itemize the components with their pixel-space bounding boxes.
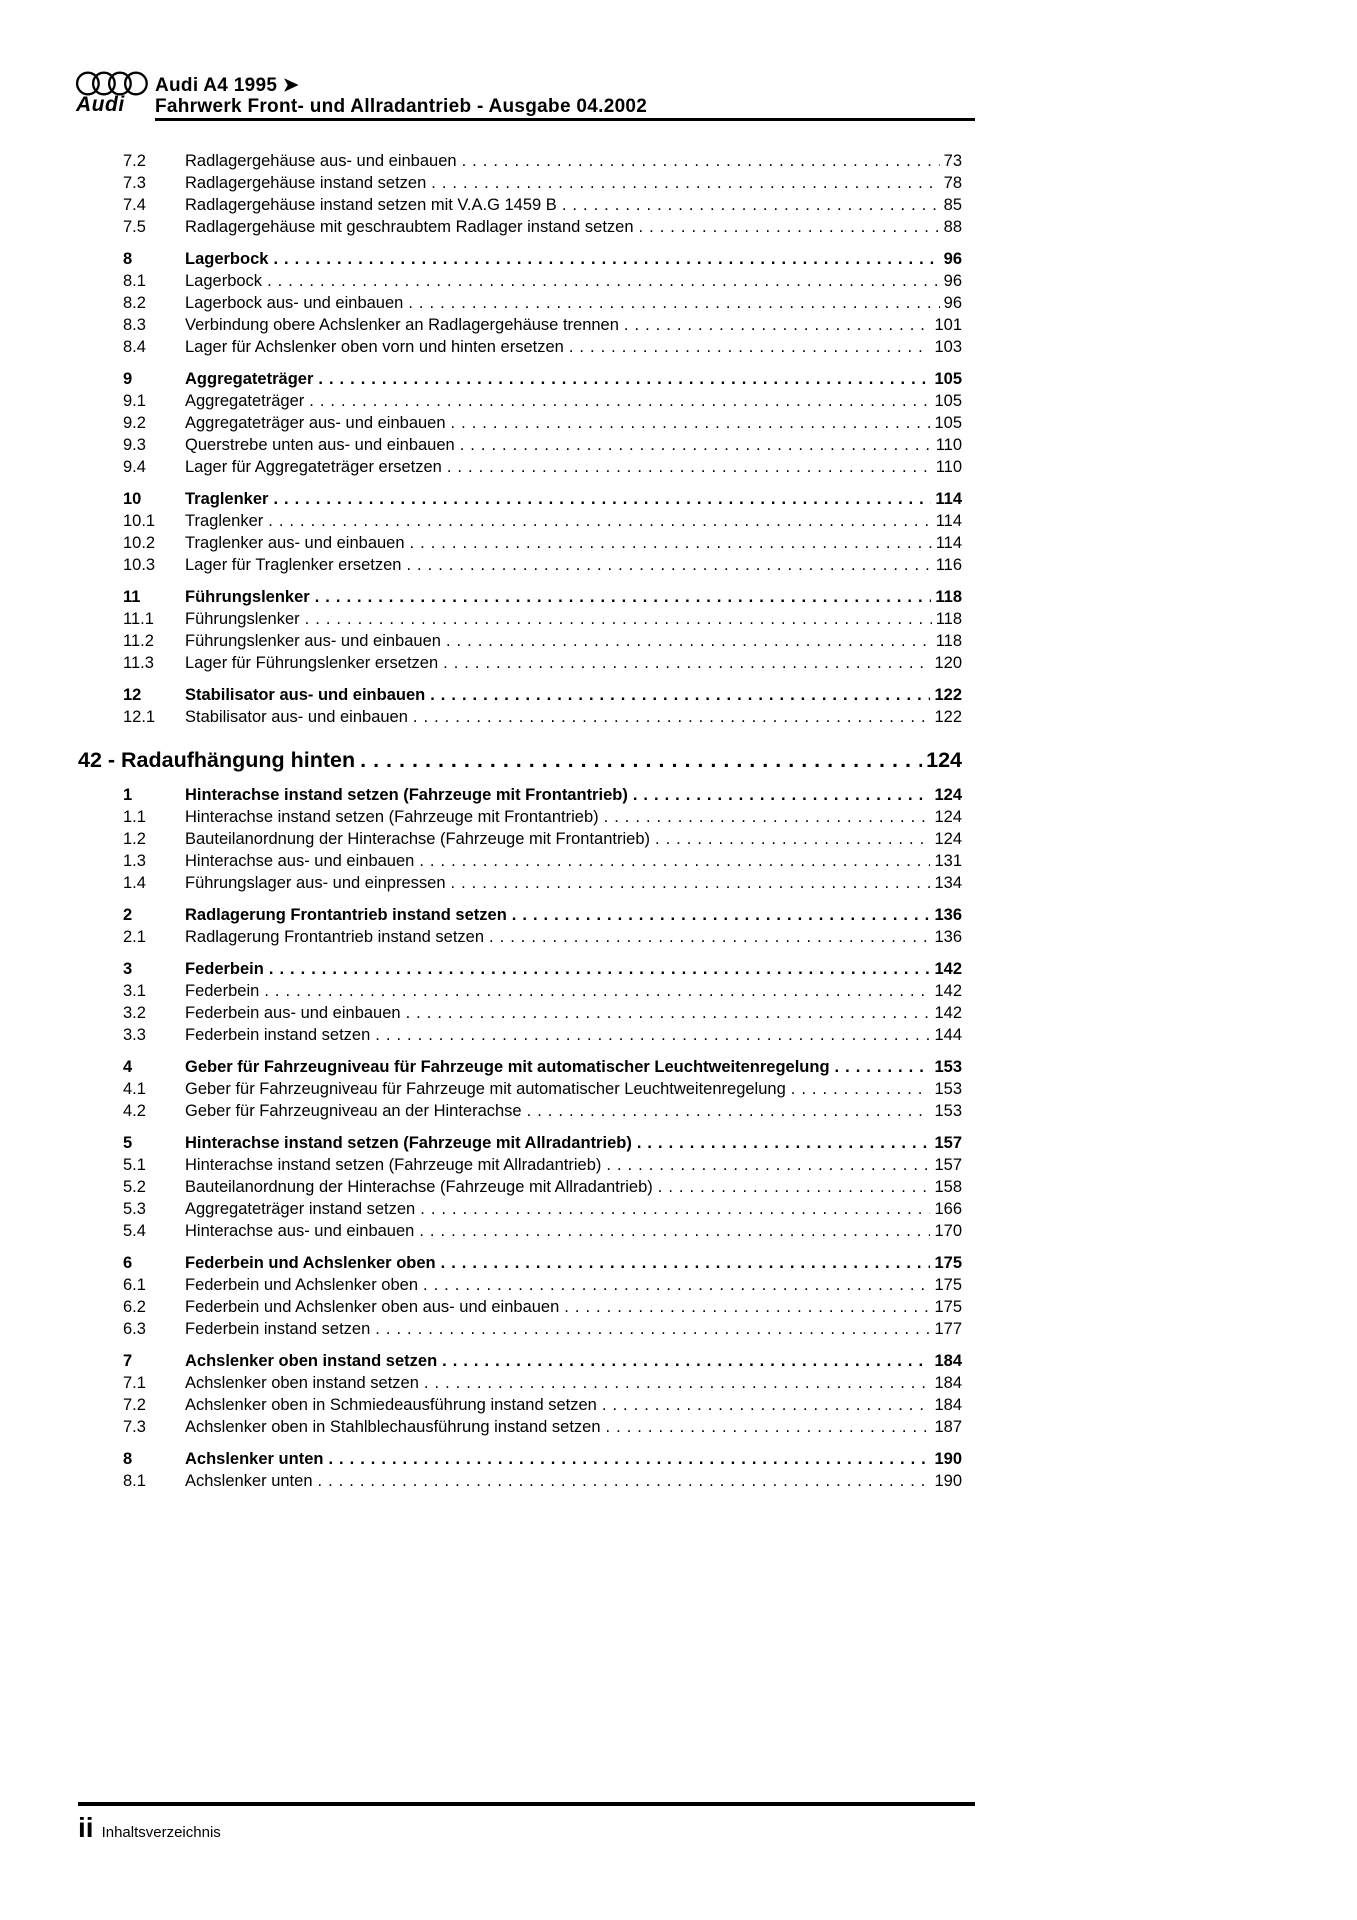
toc-entry-number: 7.5 xyxy=(123,218,146,236)
toc-row xyxy=(78,1176,962,1198)
toc-entry-title: Lager für Führungslenker ersetzen xyxy=(185,654,439,672)
toc-row xyxy=(78,172,962,194)
toc-entry-title: Achslenker oben in Schmiedeausführung instand setzen xyxy=(185,1396,597,1414)
toc-entry-number: 6.1 xyxy=(123,1276,146,1294)
toc-dot-leader xyxy=(419,1220,930,1242)
toc-entry-number: 1.3 xyxy=(123,852,146,870)
toc-entry-title: Hinterachse instand setzen (Fahrzeuge mit Allradantrieb) xyxy=(185,1134,632,1152)
toc-dot-leader xyxy=(410,532,932,554)
toc-entry-page: 158 xyxy=(934,1178,962,1196)
toc-entry-number: 7.1 xyxy=(123,1374,146,1392)
header-rule xyxy=(155,118,975,121)
header-model-line: Audi A4 1995 ➤ xyxy=(155,75,300,96)
toc-entry-page: 105 xyxy=(934,414,962,432)
toc-row xyxy=(78,314,962,336)
toc-dot-leader xyxy=(637,1132,931,1154)
toc-row xyxy=(78,390,962,412)
toc-entry-page: 110 xyxy=(935,458,962,476)
toc-dot-leader xyxy=(527,1100,931,1122)
toc-dot-leader xyxy=(408,292,939,314)
toc-entry-page: 190 xyxy=(934,1450,962,1468)
toc-row xyxy=(78,1318,962,1340)
toc-entry-title: Aggregateträger xyxy=(185,392,305,410)
toc-row xyxy=(78,1470,962,1492)
toc-dot-leader xyxy=(375,1024,930,1046)
toc-entry-page: 78 xyxy=(943,174,962,192)
toc-entry-page: 110 xyxy=(935,436,962,454)
toc-entry-title: Hinterachse instand setzen (Fahrzeuge mit Frontantrieb) xyxy=(185,786,628,804)
toc-dot-leader xyxy=(267,270,940,292)
toc-entry-title: Aggregateträger aus- und einbauen xyxy=(185,414,446,432)
audi-wordmark: Audi xyxy=(76,93,125,116)
toc-entry-page: 157 xyxy=(934,1134,962,1152)
toc-entry-number: 2 xyxy=(123,906,133,924)
toc-row xyxy=(78,1056,962,1078)
footer-rule xyxy=(78,1802,975,1806)
toc-dot-leader xyxy=(264,980,930,1002)
toc-row xyxy=(78,872,962,894)
toc-entry-title: Stabilisator aus- und einbauen xyxy=(185,686,426,704)
toc-row xyxy=(78,532,962,554)
toc-entry-number: 8 xyxy=(123,250,133,268)
toc-dot-leader xyxy=(328,1448,930,1470)
toc-row xyxy=(78,336,962,358)
toc-dot-leader xyxy=(413,706,931,728)
toc-row xyxy=(78,806,962,828)
toc-entry-number: 11.1 xyxy=(123,610,154,628)
toc-row xyxy=(78,684,962,706)
toc-row xyxy=(78,510,962,532)
toc-entry-page: 105 xyxy=(934,392,962,410)
toc-dot-leader xyxy=(564,1296,930,1318)
toc-entry-page: 136 xyxy=(934,928,962,946)
toc-entry-page: 175 xyxy=(934,1298,962,1316)
toc-entry-title: Traglenker xyxy=(185,512,264,530)
toc-dot-leader xyxy=(658,1176,931,1198)
toc-entry-title: Radlagergehäuse aus- und einbauen xyxy=(185,152,457,170)
toc-entry-number: 9.3 xyxy=(123,436,146,454)
toc-entry-number: 11.2 xyxy=(123,632,154,650)
toc-entry-title: Lagerbock xyxy=(185,250,269,268)
toc-dot-leader xyxy=(446,630,932,652)
toc-entry-title: Achslenker oben instand setzen xyxy=(185,1374,419,1392)
toc-row xyxy=(78,926,962,948)
toc-row xyxy=(78,368,962,390)
toc-dot-leader xyxy=(375,1318,930,1340)
toc-entry-title: Hinterachse aus- und einbauen xyxy=(185,1222,415,1240)
toc-entry-title: Federbein und Achslenker oben xyxy=(185,1254,436,1272)
toc-entry-number: 10.1 xyxy=(123,512,156,530)
toc-row xyxy=(78,850,962,872)
toc-entry-title: Radlagergehäuse mit geschraubtem Radlager instand setzen xyxy=(185,218,634,236)
toc-entry-page: 124 xyxy=(934,830,962,848)
toc-entry-number: 7.4 xyxy=(123,196,146,214)
toc-dot-leader xyxy=(451,872,931,894)
toc-row xyxy=(78,1372,962,1394)
toc-entry-page: 122 xyxy=(934,686,962,704)
toc-entry-number: 7.2 xyxy=(123,152,146,170)
toc-row xyxy=(78,1350,962,1372)
toc-dot-leader xyxy=(318,1470,931,1492)
toc-entry-number: 4.2 xyxy=(123,1102,146,1120)
toc-row xyxy=(78,1394,962,1416)
toc-entry-title: Achslenker unten xyxy=(185,1472,313,1490)
toc-dot-leader xyxy=(318,368,930,390)
toc-entry-page: 187 xyxy=(934,1418,962,1436)
toc-row xyxy=(78,1252,962,1274)
toc-entry-title: Lagerbock xyxy=(185,272,263,290)
toc-dot-leader xyxy=(512,904,931,926)
toc-dot-leader xyxy=(273,488,931,510)
toc-entry-number: 8 xyxy=(123,1450,133,1468)
toc-row xyxy=(78,1100,962,1122)
toc-entry-number: 12.1 xyxy=(123,708,156,726)
toc-dot-leader xyxy=(305,608,932,630)
toc-entry-number: 10.2 xyxy=(123,534,156,552)
toc-entry-number: 5.1 xyxy=(123,1156,146,1174)
toc-entry-number: 1.4 xyxy=(123,874,146,892)
toc-row xyxy=(78,980,962,1002)
toc-row xyxy=(78,1296,962,1318)
toc-entry-number: 1 xyxy=(123,786,133,804)
toc-entry-number: 12 xyxy=(123,686,142,704)
toc-entry-title: Achslenker unten xyxy=(185,1450,324,1468)
toc-entry-title: Lager für Traglenker ersetzen xyxy=(185,556,402,574)
toc-entry-page: 114 xyxy=(935,534,962,552)
toc-row xyxy=(78,904,962,926)
toc-entry-number: 3.2 xyxy=(123,1004,146,1022)
toc-entry-page: 120 xyxy=(934,654,962,672)
toc-entry-page: 124 xyxy=(934,786,962,804)
toc-entry-number: 1.2 xyxy=(123,830,146,848)
toc-entry-page: 142 xyxy=(934,1004,962,1022)
toc-entry-page: 96 xyxy=(943,250,962,268)
toc-dot-leader xyxy=(424,1372,931,1394)
toc-entry-number: 6.3 xyxy=(123,1320,146,1338)
toc-entry-title: Hinterachse instand setzen (Fahrzeuge mit Frontantrieb) xyxy=(185,808,599,826)
toc-row xyxy=(78,706,962,728)
toc-row xyxy=(78,586,962,608)
toc-dot-leader xyxy=(624,314,931,336)
footer-label: Inhaltsverzeichnis xyxy=(101,1824,221,1841)
toc-dot-leader xyxy=(562,194,940,216)
toc-entry-page: 190 xyxy=(934,1472,962,1490)
toc-entry-title: Federbein aus- und einbauen xyxy=(185,1004,401,1022)
toc-row xyxy=(78,652,962,674)
toc-entry-number: 9.2 xyxy=(123,414,146,432)
toc-entry-number: 11 xyxy=(123,588,141,606)
toc-row xyxy=(78,1024,962,1046)
toc-row xyxy=(78,248,962,270)
toc-dot-leader xyxy=(489,926,930,948)
toc-entry-title: Traglenker xyxy=(185,490,269,508)
toc-entry-title: Radlagerung Frontantrieb instand setzen xyxy=(185,928,485,946)
toc-entry-title: Lager für Aggregateträger ersetzen xyxy=(185,458,442,476)
toc-entry-number: 6 xyxy=(123,1254,133,1272)
toc-dot-leader xyxy=(604,806,931,828)
toc-entry-number: 10 xyxy=(123,490,142,508)
toc-entry-title: Hinterachse instand setzen (Fahrzeuge mit Allradantrieb) xyxy=(185,1156,602,1174)
toc-entry-page: 124 xyxy=(934,808,962,826)
toc-entry-number: 5.2 xyxy=(123,1178,146,1196)
toc-row xyxy=(78,150,962,172)
toc-entry-page: 142 xyxy=(934,982,962,1000)
toc-entry-number: 8.3 xyxy=(123,316,146,334)
toc-dot-leader xyxy=(655,828,930,850)
toc-dot-leader xyxy=(430,684,930,706)
toc-entry-title: Bauteilanordnung der Hinterachse (Fahrzeuge mit Allradantrieb) xyxy=(185,1178,653,1196)
toc-entry-number: 4 xyxy=(123,1058,133,1076)
toc-dot-leader xyxy=(309,390,930,412)
toc-entry-number: 9.4 xyxy=(123,458,146,476)
toc-entry-page: 153 xyxy=(934,1102,962,1120)
toc-row xyxy=(78,630,962,652)
toc-entry-page: 170 xyxy=(934,1222,962,1240)
toc-dot-leader xyxy=(442,1350,930,1372)
toc-entry-title: Führungslenker aus- und einbauen xyxy=(185,632,441,650)
toc-entry-number: 5 xyxy=(123,1134,133,1152)
toc-row xyxy=(78,554,962,576)
toc-dot-leader xyxy=(420,1198,930,1220)
toc-entry-number: 10.3 xyxy=(123,556,156,574)
toc-row xyxy=(78,1220,962,1242)
toc-row xyxy=(78,1198,962,1220)
toc-row xyxy=(78,488,962,510)
toc-entry-page: 134 xyxy=(934,874,962,892)
toc-row xyxy=(78,958,962,980)
toc-entry-page: 114 xyxy=(935,512,962,530)
toc-entry-title: Verbindung obere Achslenker an Radlagergehäuse trennen xyxy=(185,316,619,334)
toc-entry-title: Federbein instand setzen xyxy=(185,1026,371,1044)
toc-row xyxy=(78,1132,962,1154)
toc-entry-number: 11.3 xyxy=(123,654,154,672)
toc-dot-leader xyxy=(633,784,931,806)
toc-entry-page: 166 xyxy=(934,1200,962,1218)
toc-row xyxy=(78,456,962,478)
toc-dot-leader xyxy=(569,336,931,358)
toc-entry-title: Radlagerung Frontantrieb instand setzen xyxy=(185,906,507,924)
toc-dot-leader xyxy=(606,1416,931,1438)
toc-list xyxy=(78,150,962,1492)
toc-entry-number: 7.3 xyxy=(123,174,146,192)
toc-entry-number: 7.2 xyxy=(123,1396,146,1414)
toc-entry-title: Lager für Achslenker oben vorn und hinten ersetzen xyxy=(185,338,564,356)
toc-dot-leader xyxy=(835,1056,931,1078)
toc-entry-page: 184 xyxy=(934,1396,962,1414)
toc-entry-page: 116 xyxy=(935,556,962,574)
toc-row xyxy=(78,1448,962,1470)
toc-dot-leader xyxy=(419,850,930,872)
toc-entry-page: 157 xyxy=(934,1156,962,1174)
toc-entry-number: 3 xyxy=(123,960,133,978)
toc-entry-title: Hinterachse aus- und einbauen xyxy=(185,852,415,870)
toc-dot-leader xyxy=(441,1252,931,1274)
toc-entry-page: 101 xyxy=(934,316,962,334)
toc-dot-leader xyxy=(460,434,932,456)
toc-row xyxy=(78,828,962,850)
toc-entry-page: 175 xyxy=(934,1254,962,1272)
toc-dot-leader xyxy=(360,746,922,774)
toc-entry-number: 5.4 xyxy=(123,1222,146,1240)
toc-row xyxy=(78,216,962,238)
toc-entry-title: Führungslenker xyxy=(185,610,300,628)
toc-entry-title: Führungslager aus- und einpressen xyxy=(185,874,446,892)
toc-dot-leader xyxy=(447,456,932,478)
footer-page-marker: ii xyxy=(78,1812,94,1843)
toc-entry-number: 7 xyxy=(123,1352,133,1370)
toc-row xyxy=(78,434,962,456)
toc-row xyxy=(78,194,962,216)
toc-entry-title: Federbein xyxy=(185,960,264,978)
toc-entry-page: 88 xyxy=(943,218,962,236)
toc-dot-leader xyxy=(451,412,931,434)
toc-dot-leader xyxy=(462,150,940,172)
toc-entry-number: 6.2 xyxy=(123,1298,146,1316)
footer xyxy=(78,1812,975,1844)
toc-entry-page: 118 xyxy=(935,588,962,606)
toc-dot-leader xyxy=(639,216,940,238)
toc-dot-leader xyxy=(602,1394,931,1416)
toc-entry-number: 3.1 xyxy=(123,982,146,1000)
toc-entry-page: 118 xyxy=(935,632,962,650)
toc-entry-title: Achslenker oben instand setzen xyxy=(185,1352,438,1370)
toc-dot-leader xyxy=(606,1154,930,1176)
toc-entry-title: Lagerbock aus- und einbauen xyxy=(185,294,404,312)
toc-entry-number: 9.1 xyxy=(123,392,146,410)
toc-entry-page: 118 xyxy=(935,610,962,628)
toc-entry-page: 153 xyxy=(934,1080,962,1098)
toc-entry-title: Bauteilanordnung der Hinterachse (Fahrzeuge mit Frontantrieb) xyxy=(185,830,650,848)
toc-entry-title: Aggregateträger xyxy=(185,370,314,388)
toc-dot-leader xyxy=(431,172,939,194)
toc-row xyxy=(78,1002,962,1024)
toc-entry-number: 8.4 xyxy=(123,338,146,356)
toc-entry-page: 73 xyxy=(943,152,962,170)
toc-entry-title: Achslenker oben in Stahlblechausführung instand setzen xyxy=(185,1418,601,1436)
toc-dot-leader xyxy=(443,652,930,674)
toc-entry-number: 4.1 xyxy=(123,1080,146,1098)
toc-entry-title: Geber für Fahrzeugniveau an der Hinterachse xyxy=(185,1102,522,1120)
toc-entry-page: 184 xyxy=(934,1352,962,1370)
toc-row xyxy=(78,292,962,314)
toc-entry-page: 153 xyxy=(934,1058,962,1076)
toc-entry-page: 184 xyxy=(934,1374,962,1392)
toc-entry-page: 124 xyxy=(926,748,962,772)
toc-entry-page: 122 xyxy=(934,708,962,726)
header-subtitle: Fahrwerk Front- und Allradantrieb - Ausgabe 04.2002 xyxy=(155,96,648,117)
toc-row xyxy=(78,1154,962,1176)
toc-entry-title: Traglenker aus- und einbauen xyxy=(185,534,405,552)
toc-row xyxy=(78,1274,962,1296)
toc-entry-title: Stabilisator aus- und einbauen xyxy=(185,708,408,726)
toc-entry-title: Federbein instand setzen xyxy=(185,1320,371,1338)
toc-entry-page: 175 xyxy=(934,1276,962,1294)
toc-entry-title: Führungslenker xyxy=(185,588,310,606)
toc-row xyxy=(78,412,962,434)
toc-row xyxy=(78,1416,962,1438)
toc-entry-title: Federbein und Achslenker oben aus- und einbauen xyxy=(185,1298,560,1316)
toc-dot-leader xyxy=(406,554,931,576)
toc-entry-page: 105 xyxy=(934,370,962,388)
toc-entry-page: 85 xyxy=(943,196,962,214)
toc-entry-number: 3.3 xyxy=(123,1026,146,1044)
toc-chapter-row xyxy=(78,746,962,774)
toc-entry-number: 1.1 xyxy=(123,808,146,826)
toc-dot-leader xyxy=(406,1002,931,1024)
toc-entry-number: 8.2 xyxy=(123,294,146,312)
toc-entry-page: 144 xyxy=(934,1026,962,1044)
toc-entry-title: 42 - Radaufhängung hinten xyxy=(78,748,356,772)
toc-entry-title: Aggregateträger instand setzen xyxy=(185,1200,416,1218)
toc-dot-leader xyxy=(273,248,939,270)
toc-dot-leader xyxy=(423,1274,930,1296)
toc-dot-leader xyxy=(268,510,931,532)
toc-entry-number: 2.1 xyxy=(123,928,146,946)
toc-entry-number: 7.3 xyxy=(123,1418,146,1436)
toc-dot-leader xyxy=(315,586,932,608)
toc-entry-number: 8.1 xyxy=(123,1472,146,1490)
toc-row xyxy=(78,784,962,806)
toc-row xyxy=(78,270,962,292)
toc-entry-page: 177 xyxy=(934,1320,962,1338)
toc-row xyxy=(78,1078,962,1100)
toc-entry-number: 5.3 xyxy=(123,1200,146,1218)
toc-row xyxy=(78,608,962,630)
toc-entry-page: 114 xyxy=(935,490,962,508)
toc-entry-number: 9 xyxy=(123,370,133,388)
toc-entry-title: Radlagergehäuse instand setzen mit V.A.G 1459 B xyxy=(185,196,557,214)
toc-entry-page: 131 xyxy=(934,852,962,870)
toc-entry-title: Geber für Fahrzeugniveau für Fahrzeuge mit automatischer Leuchtweitenregelung xyxy=(185,1058,830,1076)
toc-entry-page: 136 xyxy=(934,906,962,924)
toc-entry-title: Federbein xyxy=(185,982,260,1000)
toc-entry-number: 8.1 xyxy=(123,272,146,290)
toc-entry-title: Geber für Fahrzeugniveau für Fahrzeuge mit automatischer Leuchtweitenregelung xyxy=(185,1080,786,1098)
toc-entry-page: 103 xyxy=(934,338,962,356)
toc-entry-page: 96 xyxy=(943,272,962,290)
toc-dot-leader xyxy=(269,958,931,980)
toc-entry-title: Querstrebe unten aus- und einbauen xyxy=(185,436,455,454)
toc-entry-title: Radlagergehäuse instand setzen xyxy=(185,174,427,192)
toc-entry-title: Federbein und Achslenker oben xyxy=(185,1276,418,1294)
toc-entry-page: 142 xyxy=(934,960,962,978)
toc-entry-page: 96 xyxy=(943,294,962,312)
toc-dot-leader xyxy=(791,1078,931,1100)
